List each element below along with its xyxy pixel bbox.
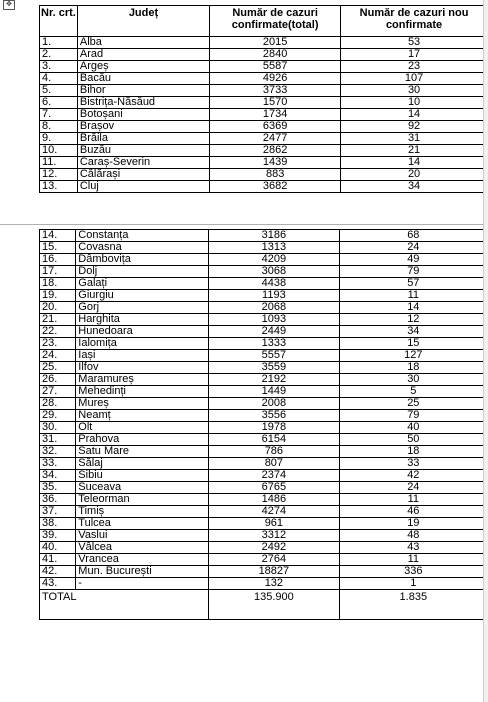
row-nr: 14. [40,230,76,242]
row-nou: 49 [339,254,487,266]
row-judet: Sibiu [76,470,209,482]
row-nr: 2. [40,49,78,61]
row-nr: 31. [40,434,76,446]
row-nou: 5 [339,386,487,398]
row-nou: 40 [339,422,487,434]
row-nou: 23 [341,61,488,73]
row-judet: Vaslui [76,530,209,542]
row-total: 4438 [209,278,340,290]
row-nr: 3. [40,61,78,73]
row-nr: 11. [40,157,78,169]
table-row [40,374,488,386]
row-judet: Bacău [77,73,209,85]
row-nr: 38. [40,518,76,530]
row-nou: 18 [339,446,487,458]
row-judet: Mureș [76,398,209,410]
row-nr: 8. [40,121,78,133]
row-judet: Hunedoara [76,326,209,338]
row-nou: 15 [339,338,487,350]
table-row [40,73,488,85]
row-nr: 28. [40,398,76,410]
row-judet: Suceava [76,482,209,494]
row-judet: Prahova [76,434,209,446]
row-nr: 33. [40,458,76,470]
cases-table-part2 [39,229,488,620]
row-nr: 34. [40,470,76,482]
table-row [40,530,488,542]
row-nr: 7. [40,109,78,121]
row-judet: Olt [76,422,209,434]
row-total: 1313 [209,242,340,254]
row-total: 1978 [209,422,340,434]
row-nou: 24 [339,242,487,254]
total-row [40,590,488,620]
row-total: 132 [209,578,340,590]
row-nou: 10 [341,97,488,109]
table-row [40,410,488,422]
row-nr: 18. [40,278,76,290]
row-nr: 23. [40,338,76,350]
row-judet: Gorj [76,302,209,314]
row-nr: 16. [40,254,76,266]
row-judet: Constanța [76,230,209,242]
row-total: 4274 [209,506,340,518]
table-row [40,254,488,266]
row-judet: Bihor [77,85,209,97]
row-nr: 15. [40,242,76,254]
row-nou: 79 [339,410,487,422]
row-judet: Ilfov [76,362,209,374]
row-judet: Timiș [76,506,209,518]
row-total: 6369 [210,121,341,133]
table-row [40,61,488,73]
row-nr: 9. [40,133,78,145]
row-total: 3186 [209,230,340,242]
page-edge [483,0,488,702]
row-nr: 10. [40,145,78,157]
header-nr: Nr. crt. [40,6,78,37]
row-total: 1093 [209,314,340,326]
table-row [40,109,488,121]
row-total: 2015 [210,37,341,49]
row-total: 2449 [209,326,340,338]
row-nr: 20. [40,302,76,314]
row-judet: Alba [77,37,209,49]
table-row [40,398,488,410]
row-nou: 42 [339,470,487,482]
row-total: 1734 [210,109,341,121]
table-row [40,482,488,494]
row-judet: Brăila [77,133,209,145]
row-judet: - [76,578,209,590]
row-nr: 22. [40,326,76,338]
row-nou: 21 [341,145,488,157]
table-row [40,181,488,193]
page-break-line [0,224,483,225]
row-judet: Călărași [77,169,209,181]
row-total: 4209 [209,254,340,266]
row-judet: Harghita [76,314,209,326]
row-nou: 43 [339,542,487,554]
row-total: 18827 [209,566,340,578]
row-total: 1449 [209,386,340,398]
table-row [40,434,488,446]
row-nr: 4. [40,73,78,85]
row-nr: 6. [40,97,78,109]
row-judet: Arad [77,49,209,61]
header-total: Număr de cazuri confirmate(total) [210,6,341,37]
row-total: 5587 [210,61,341,73]
row-total: 1486 [209,494,340,506]
header-judet: Județ [77,6,209,37]
row-total: 1570 [210,97,341,109]
row-judet: Brașov [77,121,209,133]
table-row [40,49,488,61]
table-row [40,578,488,590]
row-total: 2068 [209,302,340,314]
row-judet: Satu Mare [76,446,209,458]
row-nou: 34 [341,181,488,193]
row-judet: Botoșani [77,109,209,121]
row-nou: 68 [339,230,487,242]
row-nou: 1 [339,578,487,590]
row-nr: 41. [40,554,76,566]
total-cases: 135.900 [209,590,340,620]
table-row [40,494,488,506]
row-nou: 12 [339,314,487,326]
row-total: 786 [209,446,340,458]
row-judet: Dolj [76,266,209,278]
table-row [40,506,488,518]
row-judet: Teleorman [76,494,209,506]
row-judet: Dâmbovița [76,254,209,266]
row-judet: Maramureș [76,374,209,386]
row-nr: 17. [40,266,76,278]
row-total: 1439 [210,157,341,169]
row-judet: Ialomița [76,338,209,350]
row-nou: 50 [339,434,487,446]
row-judet: Mehedinți [76,386,209,398]
row-judet: Vâlcea [76,542,209,554]
row-judet: Buzău [77,145,209,157]
cases-table-part1 [39,5,488,193]
table-row [40,278,488,290]
row-total: 1193 [209,290,340,302]
row-total: 883 [210,169,341,181]
row-nou: 127 [339,350,487,362]
header-nou: Număr de cazuri nou confirmate [341,6,488,37]
row-nou: 57 [339,278,487,290]
row-judet: Tulcea [76,518,209,530]
table-header-row [40,6,488,37]
row-nou: 46 [339,506,487,518]
row-nr: 35. [40,482,76,494]
table-row [40,145,488,157]
row-nou: 24 [339,482,487,494]
row-judet: Vrancea [76,554,209,566]
row-nou: 19 [339,518,487,530]
table-row [40,266,488,278]
row-judet: Galați [76,278,209,290]
row-nr: 1. [40,37,78,49]
table-row [40,290,488,302]
row-nr: 39. [40,530,76,542]
row-nou: 31 [341,133,488,145]
row-total: 2764 [209,554,340,566]
table-row [40,169,488,181]
row-nou: 34 [339,326,487,338]
row-nou: 14 [341,109,488,121]
row-nou: 33 [339,458,487,470]
table-row [40,350,488,362]
row-nr: 24. [40,350,76,362]
row-nou: 14 [339,302,487,314]
table-row [40,422,488,434]
row-nou: 107 [341,73,488,85]
row-total: 3733 [210,85,341,97]
row-nou: 18 [339,362,487,374]
row-total: 2008 [209,398,340,410]
row-nou: 11 [339,494,487,506]
table-row [40,230,488,242]
row-nou: 11 [339,554,487,566]
row-total: 2492 [209,542,340,554]
row-nou: 48 [339,530,487,542]
table-row [40,386,488,398]
row-nr: 30. [40,422,76,434]
table-row [40,458,488,470]
row-total: 2840 [210,49,341,61]
row-judet: Argeș [77,61,209,73]
table-row [40,446,488,458]
row-total: 2477 [210,133,341,145]
table-row [40,326,488,338]
row-nou: 11 [339,290,487,302]
table-row [40,314,488,326]
row-nr: 43. [40,578,76,590]
table-row [40,338,488,350]
row-nou: 30 [341,85,488,97]
row-nr: 40. [40,542,76,554]
table-row [40,470,488,482]
row-nou: 20 [341,169,488,181]
row-total: 2192 [209,374,340,386]
row-total: 807 [209,458,340,470]
table-row [40,518,488,530]
row-total: 4926 [210,73,341,85]
row-total: 3559 [209,362,340,374]
row-nou: 79 [339,266,487,278]
table-row [40,133,488,145]
total-label: TOTAL [40,590,209,620]
row-nou: 14 [341,157,488,169]
row-total: 6154 [209,434,340,446]
table-row [40,302,488,314]
row-nr: 19. [40,290,76,302]
row-total: 1333 [209,338,340,350]
row-nr: 25. [40,362,76,374]
table-row [40,362,488,374]
row-judet: Giurgiu [76,290,209,302]
move-handle-icon[interactable]: ✥ [3,0,15,10]
row-nou: 25 [339,398,487,410]
row-nr: 13. [40,181,78,193]
table-row [40,554,488,566]
row-judet: Covasna [76,242,209,254]
row-nou: 17 [341,49,488,61]
row-total: 5557 [209,350,340,362]
row-nr: 26. [40,374,76,386]
row-nr: 42. [40,566,76,578]
row-judet: Iași [76,350,209,362]
table-row [40,242,488,254]
row-total: 2374 [209,470,340,482]
total-new-cases: 1.835 [339,590,487,620]
row-nou: 30 [339,374,487,386]
row-nou: 92 [341,121,488,133]
table-row [40,85,488,97]
row-total: 6765 [209,482,340,494]
table-row [40,157,488,169]
row-nou: 53 [341,37,488,49]
row-total: 3068 [209,266,340,278]
row-judet: Sălaj [76,458,209,470]
row-nr: 27. [40,386,76,398]
row-judet: Cluj [77,181,209,193]
row-nou: 336 [339,566,487,578]
row-judet: Caraș-Severin [77,157,209,169]
row-total: 3556 [209,410,340,422]
row-judet: Mun. București [76,566,209,578]
row-nr: 37. [40,506,76,518]
row-total: 2862 [210,145,341,157]
row-total: 961 [209,518,340,530]
row-nr: 36. [40,494,76,506]
table-row [40,37,488,49]
table-row [40,566,488,578]
table-row [40,97,488,109]
row-nr: 21. [40,314,76,326]
row-nr: 32. [40,446,76,458]
table-row [40,542,488,554]
row-judet: Bistrița-Năsăud [77,97,209,109]
table-row [40,121,488,133]
row-nr: 29. [40,410,76,422]
row-nr: 12. [40,169,78,181]
row-judet: Neamț [76,410,209,422]
row-total: 3682 [210,181,341,193]
row-nr: 5. [40,85,78,97]
row-total: 3312 [209,530,340,542]
